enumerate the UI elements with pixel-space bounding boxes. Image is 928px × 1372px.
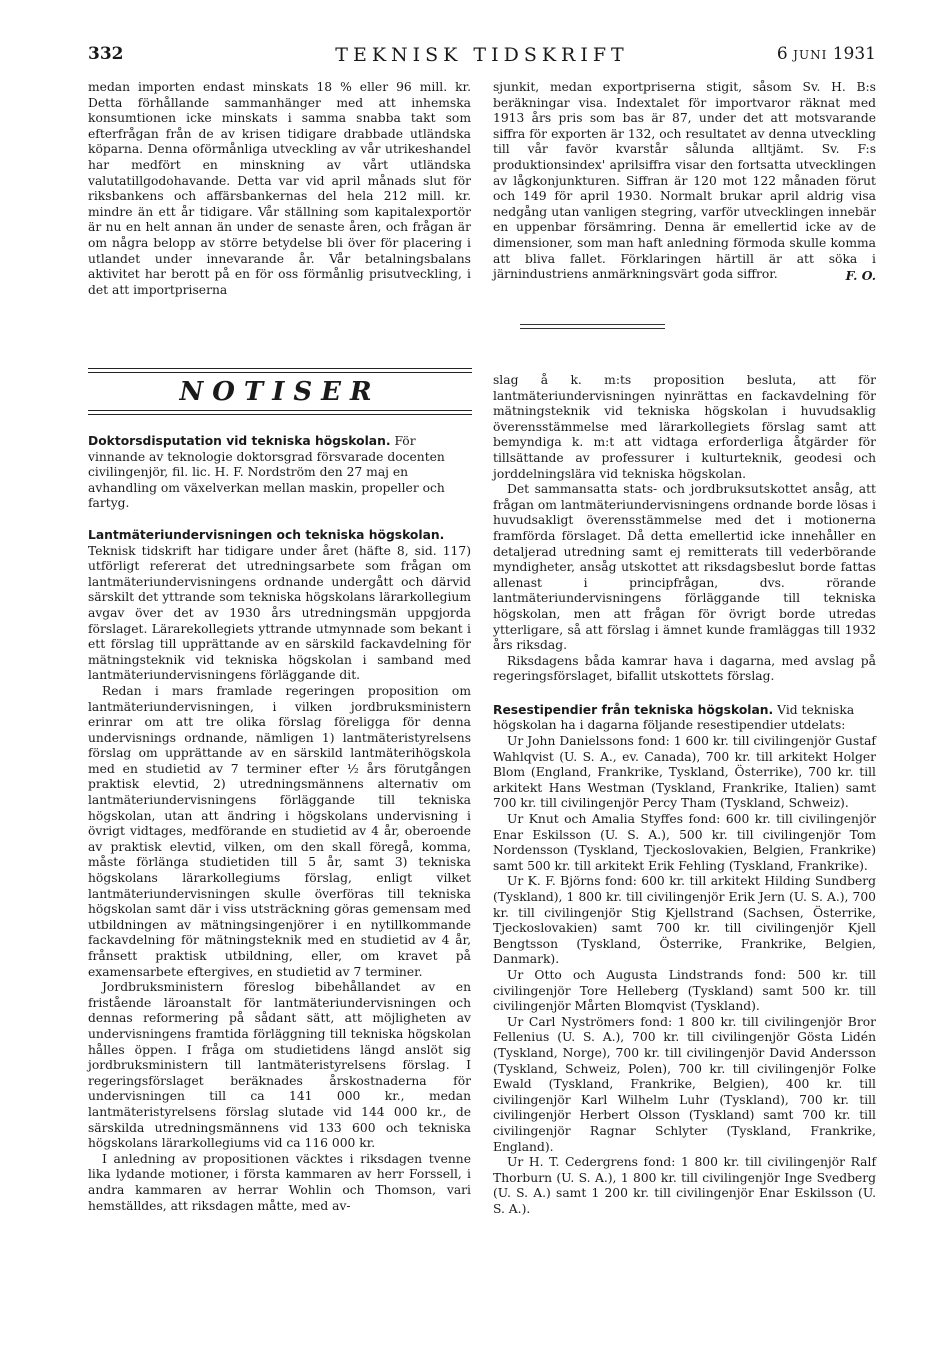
notiser-right-column [493, 373, 876, 1217]
issue-date [777, 44, 876, 64]
lantmateri-p5: slag å k. m:ts proposition besluta, att för lantmäteriundervisningen nyinrättas en fackavdelning för mätningsteknik vid tekniska högskolan i huvudsaklig överensstämmelse med lärarkollegiets förslag samt att bemyndiga k. m:t att vidtaga erforderliga åtgärder för tillsättande av professurer i kulturteknik, geodesi och jorddelningslära vid tekniska högskolan. [493, 373, 876, 481]
page-number: 332 [88, 44, 124, 64]
date-day: 6 [776, 44, 788, 64]
notiser-rule-2 [88, 372, 472, 373]
stipend-item: Ur Knut och Amalia Styffes fond: 600 kr. till civilingenjör Enar Eskilsson (U. S. A.), 500 kr. till civilingenjör Tom Nordensson (Tyskland, Tjeckoslovakien, Belgien, Frankrike) samt 500 kr. till arkitekt Erik Fehling (Tyskland, Frankrike). [493, 812, 876, 873]
notiser-left-column [88, 434, 471, 1214]
journal-title: TEKNISK TIDSKRIFT [335, 44, 629, 66]
stipend-item: Ur K. F. Björns fond: 600 kr. till arkitekt Hilding Sundberg (Tyskland), 1 800 kr. till civilingenjör Erik Jern (U. S. A.), 700 kr. till civilingenjör Stig Kjellstrand (Sachsen, Österrike, Tjeckoslovakien) samt 700 kr. till civilingenjör Kjell Bengtsson (Tyskland, Österrike, Frankrike, Belgien, Danmark). [493, 874, 876, 967]
doktor-heading: Doktorsdisputation vid tekniska högskolan. [88, 434, 391, 448]
notiser-section-header [88, 368, 472, 414]
stipend-item: Ur Carl Nyströmers fond: 1 800 kr. till civilingenjör Bror Fellenius (U. S. A.), 700 kr. till civilingenjör Gösta Lidén (Tyskland, Norge), 700 kr. till civilingenjör David Andersson (Tyskland, Schweiz, Polen), 700 kr. till civilingenjör Folke Ewald (Tyskland, Frankrike, Belgien), 400 kr. till civilingenjör Karl Wilhelm Luhr (Tyskland), 700 kr. till civilingenjör Herbert Olsson (Tyskland) samt 700 kr. till civilingenjör Ragnar Schlyter (Tyskland, Frankrike, England). [493, 1014, 876, 1154]
top-right-column [493, 80, 876, 283]
date-year: 1931 [832, 44, 876, 64]
lantmateri-p4: I anledning av propositionen väcktes i riksdagen tvenne lika lydande motioner, i första kammaren av herr Forssell, i andra kammaren av herrar Wohlin och Thomson, vari hemställdes, att riksdagen måtte, med av- [88, 1151, 471, 1213]
resestipendier-intro: Vid tekniska högskolan ha i dagarna följande resestipendier utdelats: [493, 702, 855, 733]
stipend-item: Ur John Danielssons fond: 1 600 kr. till civilingenjör Gustaf Wahlqvist (U. S. A., ev. Canada), 700 kr. till arkitekt Holger Blom (England, Frankrike, Tyskland, Österrike), 700 kr. till arkitekt Hans Westman (Tyskland, Frankrike, Italien) samt 700 kr. till civilingenjör Percy Tham (Tyskland, Schweiz). [493, 734, 876, 811]
lantmateri-heading: Lantmäteriundervisningen och tekniska högskolan. [88, 527, 445, 542]
end-rule-top [520, 324, 665, 325]
resestipendier-heading: Resestipendier från tekniska högskolan. [493, 702, 774, 717]
stipend-item: Ur H. T. Cedergrens fond: 1 800 kr. till civilingenjör Ralf Thorburn (U. S. A.), 1 800 kr. till civilingenjör Inge Svedberg (U. S. A.) samt 1 200 kr. till civilingenjör Enar Eskilsson (U. S. A.). [493, 1155, 876, 1216]
notiser-rule-1 [88, 368, 472, 369]
lantmateri-p3: Jordbruksministern föreslog bibehållandet av en fristående läroanstalt för lantmäteriundervisningen och dennas reformering på sådant sätt, att möjligheten av undervisningens framtida förläggning till tekniska högskolan hålles öppen. I fråga om studietidens längd anslöt sig jordbruksministern till lantmäteristyrelsens förslag. I regeringsförslaget beräknades årskostnaderna för undervisningen till ca 141 000 kr., medan lantmäteristyrelsens förslag slutade vid 144 000 kr., de särskilda utredningsmännens vid 133 600 och tekniska högskolans lärarkollegiums vid ca 116 000 kr. [88, 980, 471, 1151]
lantmateri-p2: Redan i mars framlade regeringen proposition om lantmäteriundervisningen, i vilken jordbruksministern erinrar om att tre olika förslag föreligga för denna undervisnings ordnande, nämligen 1) lantmäteristyrelsens förslag om upprättande av en särskild lantmäterihögskola med en studietid av 7 terminer efter ½ års förutgången praktisk elevtid, 2) utredningsmännens alternativ om lantmäteriundervisningens förläggande till tekniska högskolan, utan att ändring i högskolans undervisning i övrigt vidtages, medförande en studietid av 4 år, oberoende av praktisk elevtid, vilken, om den skall föregå, komma, måste förlänga studietiden till 5 år, samt 3) tekniska högskolans lärarkollegiums förslag, enligt vilket lantmäteriundervisningen skulle överföras till tekniska högskolan samt där i viss utsträckning göras gemensam med utbildningen av mätningsingenjörer i en nytillkommande fackavdelning för mätningsteknik med en studietid av 4 år, frånsett praktisk utbildning, eller, om kravet på examensarbete eftergives, en studietid av 7 terminer. [88, 683, 471, 979]
article-continuation-right: sjunkit, medan exportpriserna stigit, såsom Sv. H. B:s beräkningar visa. Indextalet för importvaror räknat med 1913 års pris som bas är 87, under det att motsvarande siffra för exporten är 132, och resultatet av denna utveckling till vår favör kvarstår sålunda alltjämt. Sv. F:s produktionsindex' aprilsiffra visar den fortsatta utvecklingen av lågkonjunkturen. Siffran är 120 mot 122 månaden förut och 149 för april 1930. Normalt brukar april aldrig visa nedgång utan vanligen stegring, varför utvecklingen innebär en uppenbar försämring. Denna är emellertid icke av de dimensioner, som man haft anledning förmoda skulle komma att bliva fallet. Förklaringen härtill är att söka i järnindustriens anmärkningsvärt goda siffror. [493, 80, 876, 282]
lantmateri-p6: Det sammansatta stats- och jordbruksutskottet ansåg, att frågan om lantmäteriundervisningens ordnande borde lösas i huvudsakligt överensstämmelse med det i motionerna framförda förslaget. Då detta emellertid icke innehåller en detaljerad utredning samt ej remitterats till vederbörande myndigheter, ansåg utskottet att riksdagsbeslut borde fattas allenast i principfrågan, dvs. rörande lantmäteriundervisningens förläggande till tekniska högskolan, men att frågan för övrigt borde utredas ytterligare, så att förslag i ämnet kunde framläggas till 1932 års riksdag. [493, 482, 876, 653]
top-left-column [88, 80, 471, 298]
article-signature: F. O. [845, 267, 876, 283]
end-rule-bottom [520, 328, 665, 329]
article-continuation-left: medan importen endast minskats 18 % eller 96 mill. kr. Detta förhållande sammanhänger med att inhemska konsumtionen icke minskats i samma snabba takt som efterfrågan från de av krisen tidigare drabbade utländska köparna. Denna oförmånliga utveckling av vår utrikeshandel har medfört en minskning av vårt utländska valutatillgodohavande. Detta var vid april månads slut för riksbankens och affärsbankernas del hela 212 mill. kr. mindre än ett år tidigare. Vår ställning som kapitalexportör är nu en helt annan än under de senaste åren, och frågan är om några belopp av större betydelse bli över för placering i utlandet under innevarande år. Vår betalningsbalans aktivitet har berott på en för oss förmånlig prisutveckling, i det att importpriserna [88, 80, 471, 297]
notiser-title: NOTISER [179, 377, 381, 407]
doktor-text: För vinnande av teknologie doktorsgrad försvarade docenten civilingenjör, fil. lic. H. F. Nordström den 27 maj en avhandling om växelverkan mellan maskin, propeller och fartyg. [88, 434, 445, 511]
notiser-rule-4 [88, 414, 472, 415]
page-header [88, 40, 876, 70]
lantmateri-p1: Teknisk tidskrift har tidigare under året (häfte 8, sid. 117) utförligt refererat det utredningsarbete som frågan om lantmäteriundervisningens ordnande undergått och därvid särskilt det yttrande som tekniska högskolans lärarkollegium avgav över det av 1930 års utredningsmän uppgjorda förslaget. Lärarekollegiets yttrande utmynnade som bekant i ett förslag till upprättande av en särskild fackavdelning för mätningsteknik vid tekniska högskolan i samband med lantmäteriundervisningens förläggande dit. [88, 543, 471, 683]
lantmateri-p7: Riksdagens båda kamrar hava i dagarna, med avslag på regeringsförslaget, bifallit utskottets förslag. [493, 653, 876, 684]
notiser-rule-3 [88, 410, 472, 411]
date-month: juni [793, 44, 828, 64]
stipend-item: Ur Otto och Augusta Lindstrands fond: 500 kr. till civilingenjör Tore Helleberg (Tyskland) samt 500 kr. till civilingenjör Mårten Blomqvist (Tyskland). [493, 967, 876, 1014]
